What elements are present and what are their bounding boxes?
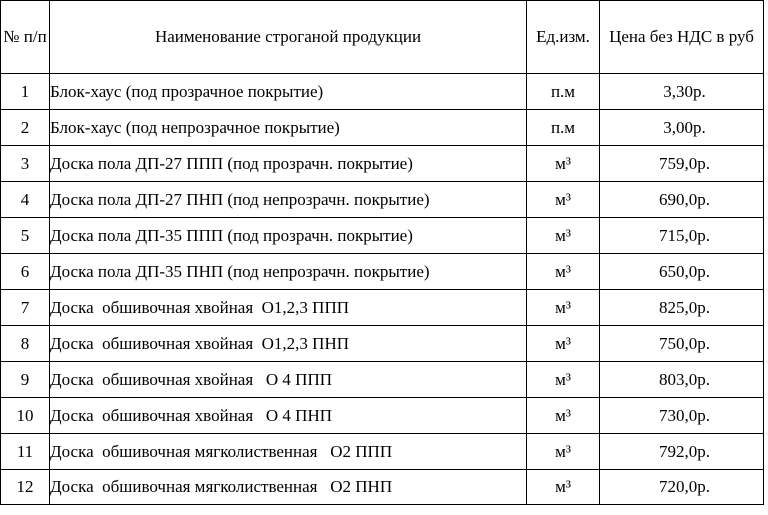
product-name: Доска пола ДП-27 ППП (под прозрачн. покрытие) <box>50 146 527 182</box>
price-cell <box>600 218 764 254</box>
table-row <box>1 398 764 434</box>
price-value: 3,00р. <box>663 117 706 137</box>
table-row <box>1 326 764 362</box>
price-value: 690,0р. <box>659 189 710 209</box>
row-number: 4 <box>1 182 50 218</box>
price-cell <box>600 290 764 326</box>
price-value: 730,0р. <box>659 405 710 425</box>
unit-of-measure: м³ <box>527 290 600 326</box>
row-number: 9 <box>1 362 50 398</box>
product-name: Блок-хаус (под непрозрачное покрытие) <box>50 110 527 146</box>
price-value: 3,30р. <box>663 81 706 101</box>
row-number: 7 <box>1 290 50 326</box>
row-number: 10 <box>1 398 50 434</box>
row-number: 2 <box>1 110 50 146</box>
unit-of-measure: м³ <box>527 146 600 182</box>
table-row <box>1 182 764 218</box>
product-name: Доска пола ДП-27 ПНП (под непрозрачн. покрытие) <box>50 182 527 218</box>
row-number: 6 <box>1 254 50 290</box>
product-name: Доска обшивочная мягколиственная О2 ППП <box>50 434 527 470</box>
row-number: 1 <box>1 74 50 110</box>
price-cell <box>600 398 764 434</box>
unit-of-measure: м³ <box>527 218 600 254</box>
unit-of-measure: м³ <box>527 326 600 362</box>
product-name: Доска обшивочная хвойная О1,2,3 ППП <box>50 290 527 326</box>
price-value: 715,0р. <box>659 225 710 245</box>
header-unit: Ед.изм. <box>527 1 600 74</box>
table-row <box>1 290 764 326</box>
table-row <box>1 74 764 110</box>
product-name: Блок-хаус (под прозрачное покрытие) <box>50 74 527 110</box>
price-cell <box>600 182 764 218</box>
product-name: Доска обшивочная хвойная О 4 ПНП <box>50 398 527 434</box>
table-body <box>1 74 764 505</box>
price-cell <box>600 74 764 110</box>
product-name: Доска пола ДП-35 ППП (под прозрачн. покрытие) <box>50 218 527 254</box>
product-name: Доска обшивочная мягколиственная О2 ПНП <box>50 470 527 505</box>
price-cell <box>600 146 764 182</box>
product-name: Доска пола ДП-35 ПНП (под непрозрачн. покрытие) <box>50 254 527 290</box>
header-num: № п/п <box>1 1 50 74</box>
price-value: 720,0р. <box>659 477 710 496</box>
table-row <box>1 146 764 182</box>
price-cell <box>600 470 764 505</box>
table-row <box>1 110 764 146</box>
price-value: 825,0р. <box>659 297 710 317</box>
row-number: 11 <box>1 434 50 470</box>
header-row <box>1 1 764 74</box>
row-number: 3 <box>1 146 50 182</box>
table-row <box>1 254 764 290</box>
header-price: Цена без НДС в руб <box>600 1 764 74</box>
price-value: 650,0р. <box>659 261 710 281</box>
price-value: 750,0р. <box>659 333 710 353</box>
unit-of-measure: м³ <box>527 398 600 434</box>
row-number: 5 <box>1 218 50 254</box>
unit-of-measure: м³ <box>527 434 600 470</box>
product-name: Доска обшивочная хвойная О 4 ППП <box>50 362 527 398</box>
unit-of-measure: м³ <box>527 254 600 290</box>
table-row <box>1 470 764 505</box>
header-name: Наименование строганой продукции <box>50 1 527 74</box>
price-cell <box>600 326 764 362</box>
unit-of-measure: м³ <box>527 362 600 398</box>
price-cell <box>600 110 764 146</box>
table-row <box>1 218 764 254</box>
unit-of-measure: м³ <box>527 470 600 505</box>
row-number: 12 <box>1 470 50 505</box>
table-row <box>1 434 764 470</box>
price-cell <box>600 434 764 470</box>
price-value: 759,0р. <box>659 153 710 173</box>
price-value: 792,0р. <box>659 441 710 461</box>
product-name: Доска обшивочная хвойная О1,2,3 ПНП <box>50 326 527 362</box>
unit-of-measure: п.м <box>527 74 600 110</box>
price-cell <box>600 362 764 398</box>
unit-of-measure: п.м <box>527 110 600 146</box>
price-value: 803,0р. <box>659 369 710 389</box>
table-row <box>1 362 764 398</box>
row-number: 8 <box>1 326 50 362</box>
unit-of-measure: м³ <box>527 182 600 218</box>
price-cell <box>600 254 764 290</box>
